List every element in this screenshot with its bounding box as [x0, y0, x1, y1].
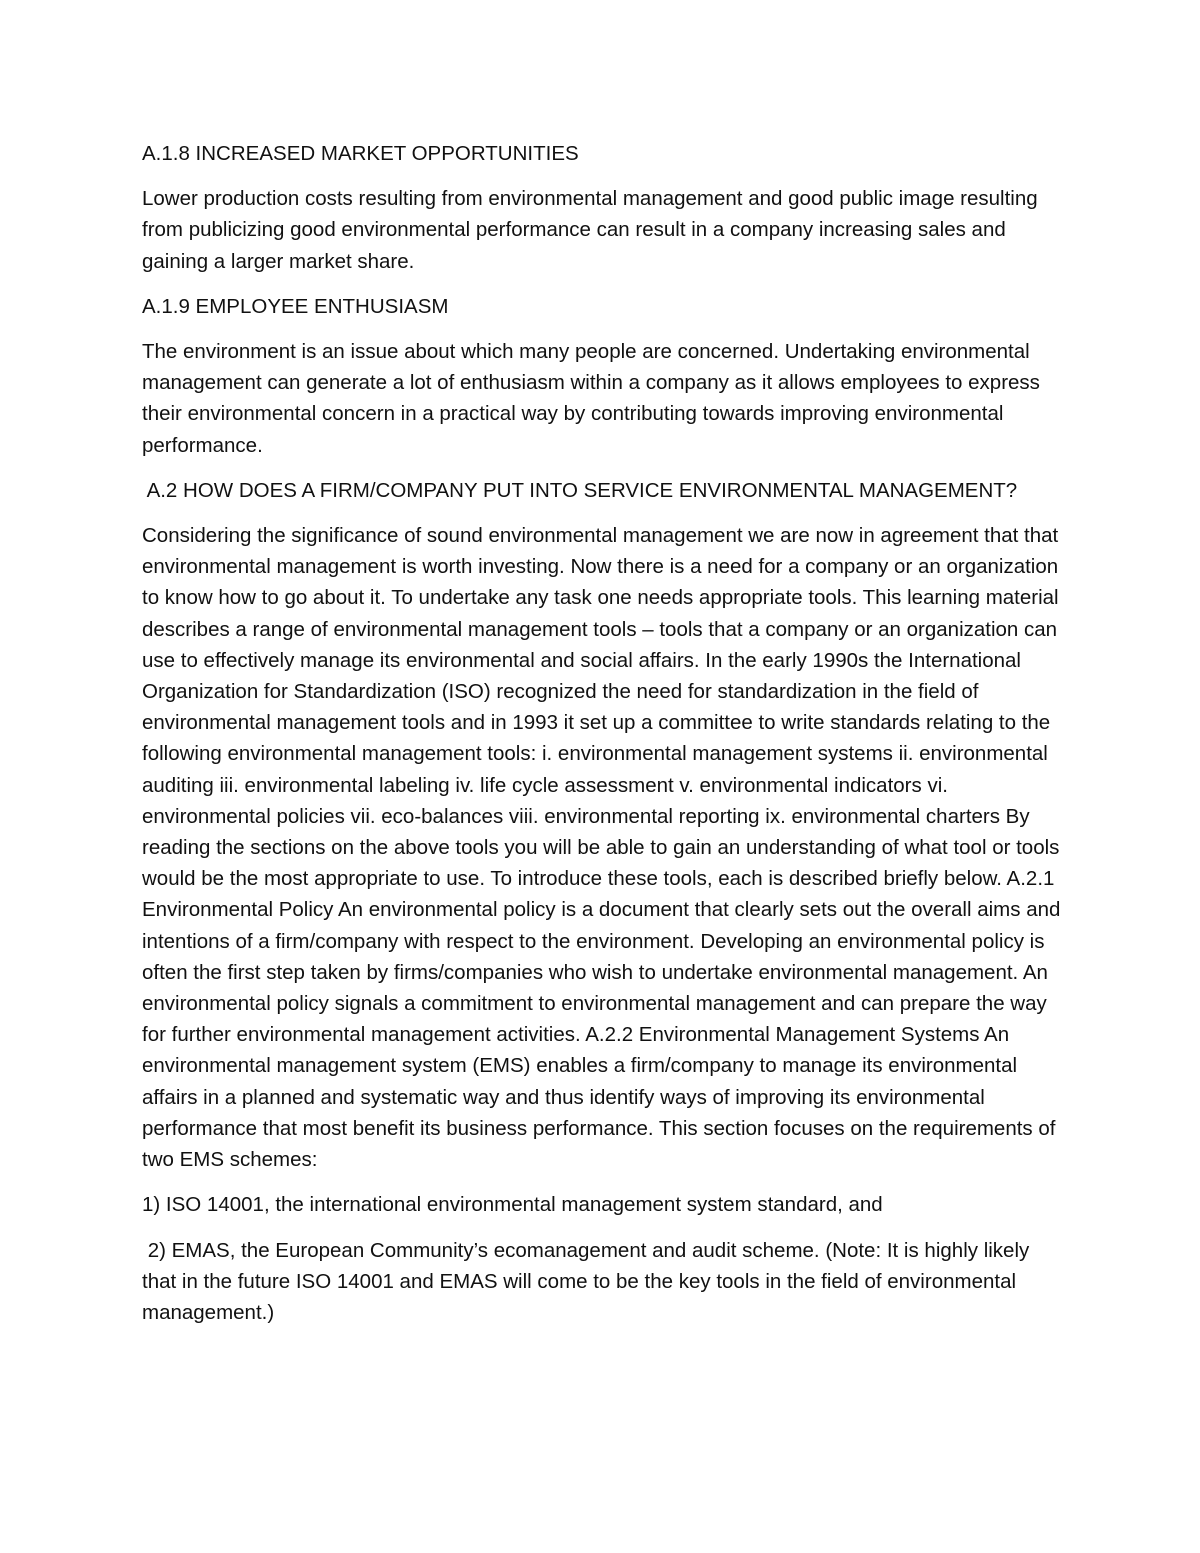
- section-body-market-opportunities: Lower production costs resulting from environmental management and good public image resulting from publicizing good environmental performance can result in a company increasing sales and gaining a larger market share.: [142, 187, 1038, 273]
- section-body-employee-enthusiasm: The environment is an issue about which many people are concerned. Undertaking environmental management can generate a lot of enthusiasm within a company as it allows employees to express their environmental concern in a practical way by contributing towards improving environmental performance.: [142, 340, 1040, 457]
- section-heading-market-opportunities: A.1.8 INCREASED MARKET OPPORTUNITIES: [142, 142, 579, 165]
- document-page: [142, 138, 1062, 1342]
- list-item-iso-14001: 1) ISO 14001, the international environmental management system standard, and: [142, 1193, 883, 1217]
- section-heading-environmental-management: A.2 HOW DOES A FIRM/COMPANY PUT INTO SERVICE ENVIRONMENTAL MANAGEMENT?: [142, 478, 1018, 502]
- list-item-emas: 2) EMAS, the European Community’s ecomanagement and audit scheme. (Note: It is highly likely that in the future ISO 14001 and EMAS will come to be the key tools in the field of environmental management.): [142, 1238, 1035, 1324]
- section-heading-employee-enthusiasm: A.1.9 EMPLOYEE ENTHUSIASM: [142, 294, 449, 318]
- section-body-environmental-management: Considering the significance of sound environmental management we are now in agreement that that environmental management is worth investing. Now there is a need for a company or an organization to know how to go about it. To undertake any task one needs appropriate tools. This learning material describes a range of environmental management tools – tools that a company or an organization can use to effectively manage its environmental and social affairs. In the early 1990s the International Organization for Standardization (ISO) recognized the need for standardization in the field of environmental management tools and in 1993 it set up a committee to write standards relating to the following environmental management tools: i. environmental management systems ii. environmental auditing iii. environmental labeling iv. life cycle assessment v. environmental indicators vi. environmental policies vii. eco-balances viii. environmental reporting ix. environmental charters By reading the sections on the above tools you will be able to gain an understanding of what tool or tools would be the most appropriate to use. To introduce these tools, each is described briefly below. A.2.1 Environmental Policy An environmental policy is a document that clearly sets out the overall aims and intentions of a firm/company with respect to the environment. Developing an environmental policy is often the first step taken by firms/companies who wish to undertake environmental management. An environmental policy signals a commitment to environmental management and can prepare the way for further environmental management activities. A.2.2 Environmental Management Systems An environmental management system (EMS) enables a firm/company to manage its environmental affairs in a planned and systematic way and thus identify ways of improving its environmental performance that most benefit its business performance. This section focuses on the requirements of two EMS schemes:: [142, 524, 1061, 1172]
